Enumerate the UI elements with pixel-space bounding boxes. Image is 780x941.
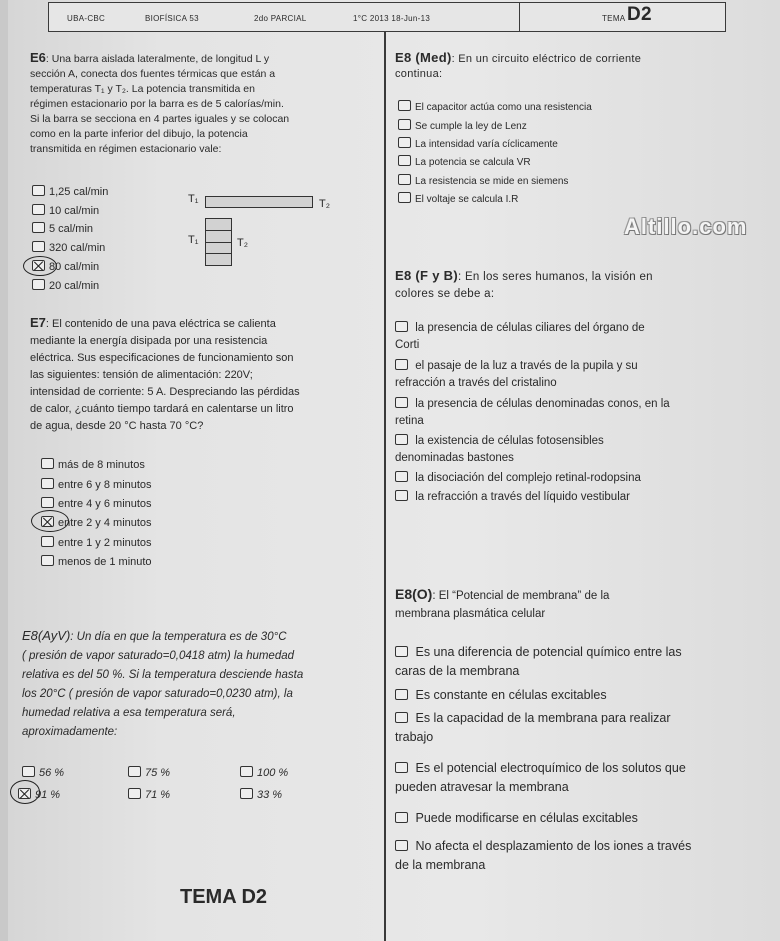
option-label: retina [395, 415, 424, 427]
e8med-code: E8 (Med) [395, 50, 452, 65]
exam-header [48, 2, 726, 32]
e8ayv-line: relativa es del 50 %. Si la temperatura desciende hasta [22, 669, 304, 681]
checkbox[interactable] [395, 397, 408, 408]
option-label: la refracción a través del líquido vestibular [415, 491, 630, 503]
e7-line: de agua, desde 20 °C hasta 70 °C? [30, 420, 204, 432]
e7-line: : El contenido de una pava eléctrica se calienta [45, 318, 276, 330]
option-label: Corti [395, 339, 420, 351]
e8fb-option[interactable] [395, 320, 745, 358]
e7-line: las siguientes: tensión de alimentación: 220V; [30, 369, 253, 381]
e7-option[interactable] [41, 536, 152, 551]
column-divider [384, 32, 386, 941]
checkbox[interactable] [32, 185, 45, 196]
e8fb-option[interactable] [395, 470, 745, 489]
checkbox[interactable] [395, 840, 408, 851]
e7-code: E7 [30, 315, 46, 330]
option-label: 320 cal/min [49, 242, 106, 254]
exam-name: 2do PARCIAL [254, 14, 307, 23]
option-label: la presencia de células ciliares del órgano de [415, 322, 645, 334]
exam-sheet [8, 0, 780, 941]
checkbox[interactable] [22, 766, 35, 777]
e6-option[interactable] [32, 204, 99, 219]
checkbox[interactable] [395, 490, 408, 501]
checkbox[interactable] [395, 689, 408, 700]
option-label: la presencia de células denominadas conos, en la [415, 398, 670, 410]
checkbox[interactable] [398, 174, 411, 185]
e6-line: sección A, conecta dos fuentes térmicas que están a [30, 68, 276, 80]
e7-option[interactable] [41, 555, 152, 570]
e8o-option[interactable] [395, 809, 775, 837]
circled-answer-mark [31, 510, 69, 532]
circled-answer-mark [10, 780, 40, 804]
checkbox[interactable] [41, 478, 54, 489]
subject: BIOFÍSICA 53 [145, 14, 199, 23]
e8ayv-line: ( presión de vapor saturado=0,0418 atm) la humedad [22, 650, 295, 662]
t2-label: T₂ [237, 237, 248, 249]
e8o-line: membrana plasmática celular [395, 608, 546, 620]
e6-line: Si la barra se secciona en 4 partes iguales y se colocan [30, 113, 290, 125]
option-label: Es la capacidad de la membrana para realizar [415, 711, 671, 725]
checkbox[interactable] [32, 204, 45, 215]
checkbox[interactable] [32, 279, 45, 290]
e8fb-line: colores se debe a: [395, 288, 495, 300]
e8med-line: : En un circuito eléctrico de corriente [451, 53, 642, 65]
e6-option[interactable] [32, 222, 93, 237]
t1-label: T₁ [188, 193, 199, 205]
option-label: denominadas bastones [395, 452, 514, 464]
stacked-bars [205, 218, 232, 266]
checkbox[interactable] [32, 241, 45, 252]
checkbox[interactable] [128, 766, 141, 777]
e6-line: : Una barra aislada lateralmente, de longitud L y [45, 53, 270, 65]
e8fb-option[interactable] [395, 489, 745, 508]
option-label: 10 cal/min [49, 205, 100, 217]
option-label: La potencia se calcula VR [415, 157, 531, 168]
e6-option[interactable] [32, 279, 99, 294]
e7-line: eléctrica. Sus especificaciones de funcionamiento son [30, 352, 294, 364]
e7-option[interactable] [41, 478, 152, 493]
option-label: de la membrana [395, 858, 486, 872]
footer-tema: TEMA D2 [180, 886, 268, 908]
checkbox[interactable] [395, 471, 408, 482]
e8med-line: continua: [395, 68, 443, 80]
e8med-option[interactable] [398, 137, 558, 152]
e6-line: transmitida en régimen estacionario vale: [30, 143, 222, 155]
e7-line: de calor, ¿cuánto tiempo tardará en calentarse un litro [30, 403, 294, 415]
e8med-option[interactable] [398, 119, 527, 134]
e8ayv-line: humedad relativa a esa temperatura será, [22, 707, 236, 719]
e8o-option[interactable] [395, 643, 775, 686]
e6-question [30, 50, 360, 157]
single-bar [205, 196, 313, 208]
e8o-option[interactable] [395, 709, 775, 759]
e8ayv-option[interactable] [128, 788, 170, 803]
checkbox[interactable] [32, 222, 45, 233]
e6-line: régimen estacionario por la barra es de 5 calorías/min. [30, 98, 284, 110]
e8med-option[interactable] [398, 192, 518, 207]
e8ayv-question [22, 626, 372, 742]
checkbox[interactable] [395, 321, 408, 332]
option-label: 91 % [35, 789, 61, 801]
exam-date: 1°C 2013 18-Jun-13 [353, 14, 431, 23]
option-label: Puede modificarse en células excitables [415, 811, 638, 825]
e8fb-code: E8 (F y B) [395, 268, 458, 283]
option-label: La resistencia se mide en siemens [415, 176, 569, 187]
e7-option[interactable] [41, 497, 152, 512]
option-label: El voltaje se calcula I.R [415, 194, 519, 205]
checkbox[interactable] [398, 192, 411, 203]
option-label: 20 cal/min [49, 280, 100, 292]
checkbox[interactable] [395, 712, 408, 723]
option-label: 80 cal/min [49, 261, 100, 273]
option-label: No afecta el desplazamiento de los iones a través [415, 839, 692, 853]
checkbox[interactable] [395, 646, 408, 657]
e8med-option[interactable] [398, 155, 531, 170]
option-label: Es el potencial electroquímico de los solutos que [415, 761, 686, 775]
tema-cell [519, 2, 728, 32]
e8o-option[interactable] [395, 686, 775, 709]
e8fb-line: : En los seres humanos, la visión en [457, 271, 653, 283]
e8ayv-line: los 20°C ( presión de vapor saturado=0,0230 atm), la [22, 688, 293, 700]
e8o-question [395, 585, 735, 623]
checkbox[interactable] [240, 788, 253, 799]
e8fb-option[interactable] [395, 396, 745, 433]
checkbox[interactable] [395, 762, 408, 773]
e8o-line: : El “Potencial de membrana” de la [432, 590, 610, 602]
e8o-code: E8(O) [395, 586, 433, 602]
e8med-option[interactable] [398, 100, 592, 115]
institution: UBA-CBC [67, 14, 106, 23]
option-label: entre 4 y 6 minutos [58, 498, 152, 510]
e8fb-options [395, 320, 745, 508]
option-label: entre 2 y 4 minutos [58, 517, 152, 529]
option-label: 1,25 cal/min [49, 186, 109, 198]
e8fb-option[interactable] [395, 433, 745, 470]
checkbox[interactable] [398, 137, 411, 148]
option-label: entre 6 y 8 minutos [58, 479, 152, 491]
e6-line: temperaturas T₁ y T₂. La potencia transmitida en [30, 83, 255, 95]
option-label: 33 % [257, 789, 283, 801]
option-label: trabajo [395, 730, 434, 744]
checkbox[interactable] [41, 497, 54, 508]
e8ayv-line: aproximadamente: [22, 726, 118, 738]
e8med-option[interactable] [398, 174, 568, 189]
option-label: entre 1 y 2 minutos [58, 537, 152, 549]
checkbox[interactable] [240, 766, 253, 777]
e7-question [30, 314, 372, 435]
tema-label: TEMA [602, 14, 626, 23]
option-label: caras de la membrana [395, 664, 520, 678]
tema-code: D2 [627, 4, 652, 25]
checkbox[interactable] [41, 536, 54, 547]
e6-line: como en la parte inferior del dibujo, la potencia [30, 128, 248, 140]
checkbox[interactable] [395, 812, 408, 823]
option-label: 75 % [145, 767, 171, 779]
option-label: La intensidad varía cíclicamente [415, 139, 558, 150]
option-label: el pasaje de la luz a través de la pupila y su [415, 360, 638, 372]
t2-label: T₂ [319, 198, 330, 210]
checkbox[interactable] [395, 359, 408, 370]
e8ayv-line: : Un día en que la temperatura es de 30°C [70, 631, 287, 643]
e8ayv-option[interactable] [128, 766, 170, 781]
e6-option[interactable] [32, 241, 105, 256]
watermark-logo: Altillo.com [624, 214, 748, 239]
e8ayv-option[interactable] [22, 766, 64, 781]
checkbox[interactable] [128, 788, 141, 799]
checkbox[interactable] [398, 155, 411, 166]
e7-option[interactable] [41, 458, 145, 473]
e8med-question [395, 50, 730, 82]
e8ayv-code: E8(AyV) [22, 628, 71, 643]
checkbox[interactable] [41, 458, 54, 469]
option-label: refracción a través del cristalino [395, 377, 557, 389]
checkbox[interactable] [395, 434, 408, 445]
e8fb-option[interactable] [395, 358, 745, 396]
e8fb-question [395, 267, 735, 303]
e8o-option[interactable] [395, 837, 775, 880]
option-label: Es una diferencia de potencial químico entre las [415, 645, 682, 659]
e8o-option[interactable] [395, 759, 775, 809]
option-label: Se cumple la ley de Lenz [415, 121, 527, 132]
e8ayv-option[interactable] [240, 788, 282, 803]
option-label: más de 8 minutos [58, 459, 145, 471]
option-label: Es constante en células excitables [415, 688, 607, 702]
checkbox[interactable] [398, 119, 411, 130]
e6-code: E6 [30, 50, 46, 65]
checkbox[interactable] [41, 555, 54, 566]
option-label: pueden atravesar la membrana [395, 780, 569, 794]
option-label: la disociación del complejo retinal-rodopsina [415, 472, 641, 484]
e8o-options [395, 643, 775, 880]
circled-answer-mark [23, 256, 57, 276]
option-label: 56 % [39, 767, 65, 779]
option-label: menos de 1 minuto [58, 556, 152, 568]
e7-line: mediante la energía disipada por una resistencia [30, 335, 268, 347]
option-label: 71 % [145, 789, 171, 801]
e8ayv-option[interactable] [240, 766, 288, 781]
e6-option[interactable] [32, 185, 108, 200]
e7-line: intensidad de corriente: 5 A. Despreciando las pérdidas [30, 386, 300, 398]
t1-label: T₁ [188, 234, 199, 246]
option-label: 5 cal/min [49, 223, 94, 235]
checkbox[interactable] [398, 100, 411, 111]
option-label: la existencia de células fotosensibles [415, 435, 604, 447]
option-label: 100 % [257, 767, 289, 779]
option-label: El capacitor actúa como una resistencia [415, 102, 592, 113]
